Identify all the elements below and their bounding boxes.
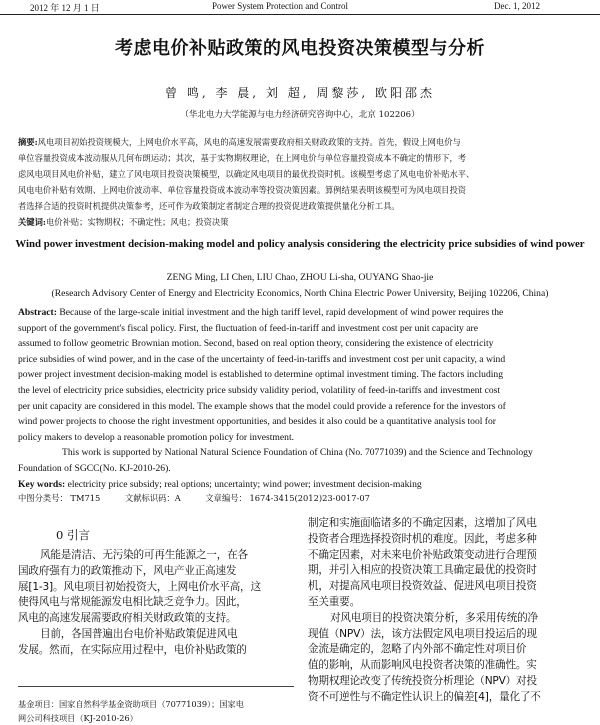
header-journal: Power System Protection and Control xyxy=(212,1,348,11)
keywords-chinese: 关键词:电价补贴；实物期权；不确定性；风电；投资决策 xyxy=(18,217,229,227)
body-line: 现值（NPV）法，该方法假定风电项目投运后的现 xyxy=(308,627,537,640)
body-line: 不确定因素，对未来电价补贴政策变动进行合理预 xyxy=(308,548,537,561)
body-line: 资不可逆性与不确定性认识上的偏差[4]，量化了不 xyxy=(308,690,541,703)
abstract-cn-line: 虑风电项目风电价补贴，建立了风电项目投资决策模型，以确定风电项目的最优投资时机。该模型考虑了风电电价补贴水平、 xyxy=(18,169,475,179)
support-en-line: Foundation of SGCC(No. KJ-2010-26). xyxy=(18,462,171,474)
title-chinese: 考虑电价补贴政策的风电投资决策模型与分析 xyxy=(115,38,485,59)
body-line: 发展。然而，在实际应用过程中，电价补贴政策的 xyxy=(18,643,247,656)
header-date-en: Dec. 1, 2012 xyxy=(494,1,540,11)
abstract-en-line: assumed to follow geometric Brownian motion. Second, based on real option theory, considering the existence of electricity xyxy=(18,338,494,350)
keywords-en-label: Key words: xyxy=(18,478,66,490)
funding-footnote xyxy=(18,697,244,725)
section-heading: 0 引言 xyxy=(56,528,90,542)
affiliation-english: (Research Advisory Center of Energy and Electricity Economics, North China Electric Power University, Beijing 102206, China) xyxy=(51,288,549,299)
abstract-en-label: Abstract: xyxy=(18,307,57,318)
body-line: 物期权理论改变了传统投资分析理论（NPV）对投 xyxy=(308,674,537,687)
body-line: 目前，各国普遍出台电价补贴政策促进风电 xyxy=(40,627,238,640)
abstract-en-line: wind power projects to choose the right investment opportunities, and besides it also could be a quantitative analysis tool for xyxy=(18,416,496,428)
body-line: 制定和实施面临诸多的不确定因素，这增加了风电 xyxy=(308,517,537,529)
body-line: 至关重要。 xyxy=(308,595,360,608)
body-line: 使得风电与常规能源发电相比缺乏竞争力。因此， xyxy=(18,596,247,609)
keywords-english: Key words: electricity price subsidy; real options; uncertainty; wind power; investment decision-making xyxy=(18,478,422,490)
running-header xyxy=(0,0,600,15)
abstract-cn-line: 者选择合适的投资时机提供决策参考，还可作为政策制定者制定合理的投资促进政策提供量化分析工具。 xyxy=(18,201,400,211)
abstract-cn-label: 摘要: xyxy=(18,137,38,147)
left-column xyxy=(18,548,294,659)
document-code: 文献标识码：A xyxy=(124,493,181,503)
body-line: 金流是确定的，忽略了内外部不确定性对项目价 xyxy=(308,643,527,656)
authors-english: ZENG Ming, LI Chen, LIU Chao, ZHOU Li-sha, OUYANG Shao-jie xyxy=(166,272,434,283)
body-line: 机，对提高风电项目投资效益、促进风电项目投资 xyxy=(308,580,537,593)
abstract-chinese xyxy=(18,134,474,230)
abstract-en-line: Abstract: Because of the large-scale initial investment and the high tariff level, rapid development of wind power requires the xyxy=(18,307,504,318)
body-line: 值的影响，从而影响风电投资者决策的准确性。实 xyxy=(308,659,537,672)
title-english: Wind power investment decision-making model and policy analysis considering the electricity price subsidies of wind power xyxy=(15,238,585,250)
header-date: 2012 年 12 月 1 日 xyxy=(30,3,100,13)
body-line: 展[1-3]。风电项目初始投资大，上网电价水平高，这 xyxy=(18,580,261,593)
body-line: 风能是清洁、无污染的可再生能源之一，在各 xyxy=(40,549,248,561)
body-line: 期，并引入相应的投资决策工具确定最优的投资时 xyxy=(308,564,537,577)
clc-number: 中图分类号： TM715 xyxy=(18,493,101,503)
abstract-cn-line: 摘要:风电项目初始投资规模大，上网电价水平高，风电的高速发展需要政府相关财政政策的支持。首先，假设上网电价与 xyxy=(18,137,461,147)
body-line: 对风电项目的投资决策分析，多采用传统的净 xyxy=(330,611,538,624)
keywords-cn-label: 关键词: xyxy=(18,217,46,227)
article-number: 文章编号： 1674-3415(2012)23-0017-07 xyxy=(205,493,370,503)
abstract-en-line: price subsidies of wind power, and in the case of the uncertainty of feed-in-tariffs and investment cost per unit capacity, a wind xyxy=(18,353,506,365)
abstract-cn-line: 风电电价补贴有效期、上网电价波动率、单位容量投资成本波动率等投资决策因素。算例结果表明该模型可为风电项目投资 xyxy=(18,185,467,195)
abstract-cn-line: 单位容量投资成本波动服从几何布朗运动；其次，基于实物期权理论，在上网电价与单位容量投资成本不确定的情形下，考 xyxy=(18,153,467,163)
body-line: 国政府强有力的政策推动下，风电产业正高速发 xyxy=(18,564,237,577)
classification-line xyxy=(18,492,392,504)
authors-chinese: 曾 鸣, 李 晨, 刘 超, 周黎莎, 欧阳邵杰 xyxy=(165,86,435,100)
abstract-en-line: power project investment decision-making model is established to determine optimal investment timing. The factors including xyxy=(18,369,503,381)
right-column xyxy=(308,516,584,706)
footnote-divider xyxy=(18,686,294,687)
body-line: 风电的高速发展需要政府相关财政政策的支持。 xyxy=(18,612,237,625)
abstract-en-line: per unit capacity are considered in this model. The example shows that the model could provide a reference for the investors of xyxy=(18,400,506,412)
abstract-english xyxy=(18,305,533,492)
abstract-en-line: policy makers to develop a reasonable promotion policy for investment. xyxy=(18,431,295,443)
footnote-line: 基金项目：国家自然科学基金资助项目（70771039）；国家电 xyxy=(18,699,244,709)
footnote-line: 网公司科技项目（KJ-2010-26） xyxy=(18,713,138,723)
support-en-line: This work is supported by National Natural Science Foundation of China (No. 70771039) and the Science and Technology xyxy=(62,447,533,459)
abstract-en-line: the level of electricity price subsidies, electricity price subsidy validity period, volatility of feed-in-tariffs and investment cost xyxy=(18,384,501,396)
body-line: 投资者合理选择投资时机的难度。因此，考虑多种 xyxy=(308,532,537,545)
affiliation-chinese: （华北电力大学能源与电力经济研究咨询中心，北京 102206） xyxy=(180,110,420,120)
abstract-en-line: support of the government's fiscal policy. First, the fluctuation of feed-in-tariff and investment cost per unit capacity are xyxy=(18,322,478,334)
